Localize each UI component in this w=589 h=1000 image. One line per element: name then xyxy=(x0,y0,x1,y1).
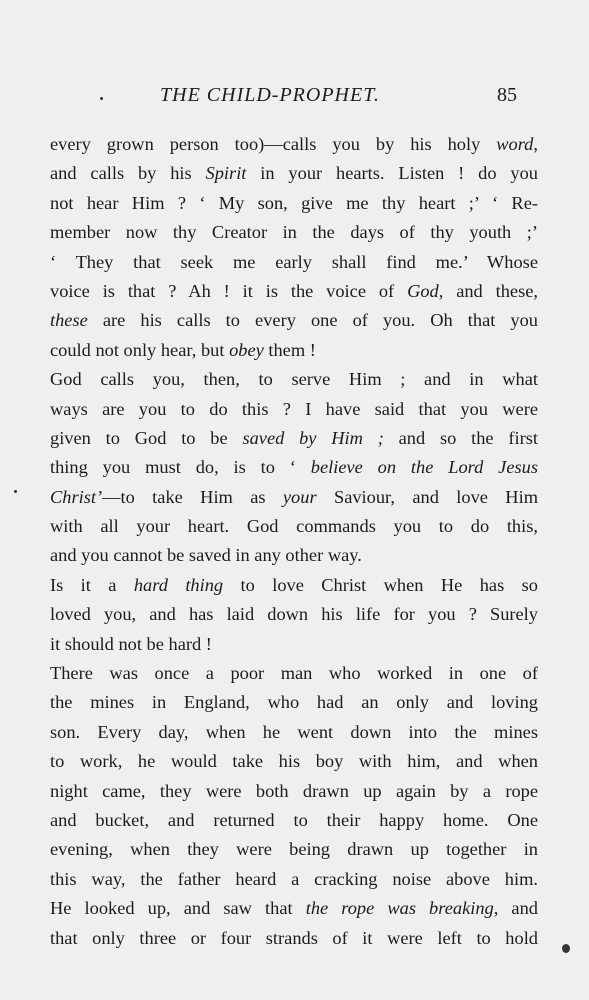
text-run: voice is that ? Ah ! it is the voice of xyxy=(50,280,408,301)
italic-text: your xyxy=(282,486,317,507)
text-run: them ! xyxy=(263,339,316,360)
text-line xyxy=(50,512,538,541)
text-run: loved you, and has laid down his life for you ? Surely xyxy=(50,604,538,625)
text-line xyxy=(50,218,538,247)
text-line xyxy=(50,189,538,218)
text-run: the mines in England, who had an only and loving xyxy=(50,692,538,713)
text-line xyxy=(50,865,538,894)
ink-speck xyxy=(100,97,103,100)
text-run: , xyxy=(533,134,538,154)
text-run: could not only hear, but xyxy=(50,339,230,360)
ink-speck xyxy=(14,490,17,493)
italic-text: Christ’ xyxy=(50,486,103,507)
text-run: to love Christ when He has so xyxy=(223,574,538,595)
text-line xyxy=(50,483,538,512)
text-run: There was once a poor man who worked in one of xyxy=(50,663,538,684)
text-line xyxy=(50,248,538,277)
text-line xyxy=(50,424,538,453)
text-line xyxy=(50,924,538,953)
text-line xyxy=(50,659,538,688)
text-run: night came, they were both drawn up again by a rope xyxy=(50,780,538,801)
text-line xyxy=(50,630,538,659)
text-run: son. Every day, when he went down into the mines xyxy=(50,721,538,742)
text-run: not hear Him ? ‘ My son, give me thy heart ;’ ‘ Re- xyxy=(50,192,538,213)
italic-text: obey xyxy=(229,339,264,360)
italic-text: hard thing xyxy=(133,574,224,595)
italic-text: believe on the Lord Jesus xyxy=(310,457,538,478)
text-run: evening, when they were being drawn up together in xyxy=(50,839,538,860)
text-run: and you cannot be saved in any other way. xyxy=(50,545,362,566)
text-line xyxy=(50,277,538,306)
text-run: —to take Him as xyxy=(102,486,283,507)
text-run: it should not be hard ! xyxy=(50,633,212,654)
text-run: and so the first xyxy=(383,427,538,448)
italic-text: the rope was breaking xyxy=(305,898,494,919)
italic-text: saved by Him ; xyxy=(242,427,384,448)
text-run: with all your heart. God commands you to do this, xyxy=(50,516,538,537)
body-text xyxy=(50,130,538,953)
page-header xyxy=(0,84,589,114)
text-line xyxy=(50,571,538,600)
text-line xyxy=(50,894,538,923)
text-line xyxy=(50,395,538,424)
page-number: 85 xyxy=(497,84,517,106)
italic-text: God xyxy=(407,280,439,301)
text-run: every grown person too)—calls you by his holy xyxy=(50,134,497,154)
text-run: in your hearts. Listen ! do you xyxy=(246,163,538,184)
text-line xyxy=(50,777,538,806)
italic-text: these xyxy=(50,310,88,331)
text-line xyxy=(50,747,538,776)
ink-speck xyxy=(562,944,570,953)
text-run: member now thy Creator in the days of thy youth ;’ xyxy=(50,222,538,243)
text-run: God calls you, then, to serve Him ; and in what xyxy=(50,369,538,390)
text-run: and bucket, and returned to their happy home. One xyxy=(50,809,538,830)
text-run: this way, the father heard a cracking noise above him. xyxy=(50,868,538,889)
text-run: are his calls to every one of you. Oh that you xyxy=(87,310,538,331)
text-line xyxy=(50,365,538,394)
text-line xyxy=(50,306,538,335)
text-run: Saviour, and love Him xyxy=(316,486,539,507)
text-run: , and these, xyxy=(438,280,539,301)
text-line xyxy=(50,688,538,717)
text-run: that only three or four strands of it were left to hold xyxy=(50,927,538,948)
text-line xyxy=(50,600,538,629)
text-run: ways are you to do this ? I have said that you were xyxy=(50,398,538,419)
text-line xyxy=(50,718,538,747)
text-run: thing you must do, is to ‘ xyxy=(50,457,311,478)
text-run: ‘ They that seek me early shall find me.’ Whose xyxy=(50,251,538,272)
text-run: and calls by his xyxy=(50,163,206,184)
text-line xyxy=(50,835,538,864)
italic-text: word xyxy=(496,134,534,154)
text-run: , and xyxy=(493,898,538,919)
text-run: to work, he would take his boy with him, and when xyxy=(50,751,538,772)
text-line xyxy=(50,130,538,159)
text-run: He looked up, and saw that xyxy=(50,898,306,919)
text-line xyxy=(50,159,538,188)
text-line xyxy=(50,541,538,570)
text-line xyxy=(50,806,538,835)
text-line xyxy=(50,336,538,365)
text-run: Is it a xyxy=(50,574,134,595)
text-line xyxy=(50,453,538,482)
italic-text: Spirit xyxy=(205,163,247,184)
text-run: given to God to be xyxy=(50,427,243,448)
running-title: THE CHILD-PROPHET. xyxy=(160,84,380,106)
